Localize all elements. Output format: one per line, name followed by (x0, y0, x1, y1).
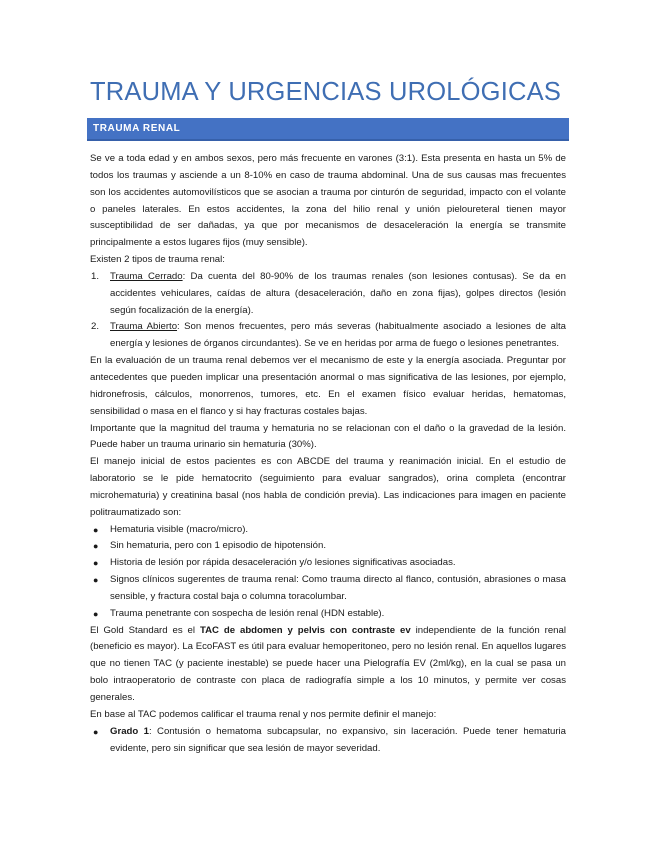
list-text: Signos clínicos sugerentes de trauma renal: Como trauma directo al flanco, contusión, abrasiones o masa sensible, y fractura costal baja o columna toracolumbar. (110, 574, 566, 602)
list-text: Historia de lesión por rápida desaceleración y/o lesiones significativas asociadas. (110, 557, 456, 569)
grade-term: Grado 1 (110, 725, 149, 737)
bullet-icon: ● (93, 608, 99, 619)
list-term: Trauma Abierto (110, 321, 178, 333)
list-item (90, 724, 566, 758)
list-item (90, 522, 566, 539)
list-term: Trauma Cerrado (110, 270, 183, 282)
list-item (90, 555, 566, 572)
gold-standard-post: independiente de la función renal (beneficio es mayor). La EcoFAST es útil para evaluar hemoperitoneo, pero no lesión renal. En aquellos lugares que no tienen TAC (y paciente inestable) se puede hacer una Pielografía EV (2ml/kg), en la cual se pasa un bolo intraoperatorio de contraste con placa de radiografía simple a los 10 minutos, y permite ver cosas generales. (90, 624, 566, 703)
gold-standard-bold: TAC de abdomen y pelvis con contraste ev (199, 624, 411, 636)
list-text: Sin hematuria, pero con 1 episodio de hipotensión. (110, 540, 327, 552)
gold-standard-pre: El Gold Standard es el (90, 624, 200, 636)
section-header-label: TRAUMA RENAL (93, 123, 181, 134)
grade-text: : Contusión o hematoma subcapsular, no expansivo, sin laceración. Puede tener hematuria evidente, pero sin significar que sea lesión de mayor severidad. (110, 725, 566, 754)
list-text: Trauma penetrante con sospecha de lesión renal (HDN estable). (110, 607, 385, 619)
grades-list (90, 724, 566, 758)
bullet-icon: ● (93, 726, 99, 737)
list-item (90, 572, 566, 606)
page-title: TRAUMA Y URGENCIAS UROLÓGICAS (90, 78, 562, 106)
list-text: : Son menos frecuentes, pero más severas (habitualmente asociado a lesiones de alta energía y lesiones de órganos circundantes). Se ve en heridas por arma de fuego o lesiones penetrantes. (110, 321, 566, 350)
list-number: 2. (91, 321, 100, 333)
list-item (90, 269, 566, 320)
intro-paragraph: Se ve a toda edad y en ambos sexos, pero más frecuente en varones (3:1). Esta presenta en hasta un 5% de todos los traumas y asciende a un 8-10% en caso de trauma abdominal. Una de sus causas mas frecuentes son los accidentes automovilísticos que se asocian a trauma por cinturón de seguridad, impacto con el volante o paneles laterales. En estos accidentes, la zona del hilio renal y unión pieloureteral tienen mayor susceptibilidad de ser dañadas, ya que por mecanismos de desaceleración la energía se transmite principalmente a estos lugares fijos (muy sensible). (90, 153, 566, 249)
types-intro: Existen 2 tipos de trauma renal: (90, 254, 225, 266)
trauma-types-list (90, 269, 566, 353)
bullet-icon: ● (93, 558, 99, 569)
bullet-icon: ● (93, 541, 99, 552)
list-item (90, 319, 566, 353)
bullet-icon: ● (93, 575, 99, 586)
important-paragraph: Importante que la magnitud del trauma y hematuria no se relacionan con el daño o la gravedad de la lesión. Puede haber un trauma urinario sin hematuria (30%). (90, 422, 566, 451)
bullet-icon: ● (93, 524, 99, 535)
tac-grading-intro: En base al TAC podemos calificar el trauma renal y nos permite definir el manejo: (90, 708, 437, 720)
imaging-indications-list (90, 522, 566, 623)
list-text: : Da cuenta del 80-90% de los traumas renales (son lesiones contusas). Se da en accidentes vehiculares, caídas de altura (desaceleración, daño en zona fijas), golpes directos (lesión según focalización de la energía). (110, 270, 566, 316)
list-number: 1. (91, 270, 100, 282)
evaluation-paragraph: En la evaluación de un trauma renal debemos ver el mecanismo de este y la energía asociada. Preguntar por antecedentes que pueden implicar una presentación anormal o mas significativa de las lesiones, por ejemplo, hidronefrosis, cálculos, monorrenos, tumores, etc. En el examen físico evaluar heridas, hematomas, sensibilidad o masa en el flanco y si hay fracturas costales bajas. (90, 355, 566, 417)
document-body (90, 151, 566, 757)
section-header-bar (87, 118, 569, 141)
list-text: Hematuria visible (macro/micro). (110, 523, 249, 535)
gold-standard-paragraph (90, 623, 566, 707)
management-paragraph: El manejo inicial de estos pacientes es con ABCDE del trauma y reanimación inicial. En el estudio de laboratorio se le pide hematocrito (seguimiento para evaluar sangrados), orina completa (encontrar microhematuria) y creatinina basal (nos habla de condición previa). Las indicaciones para imagen en paciente politraumatizado son: (90, 456, 566, 518)
list-item (90, 606, 566, 623)
list-item (90, 538, 566, 555)
